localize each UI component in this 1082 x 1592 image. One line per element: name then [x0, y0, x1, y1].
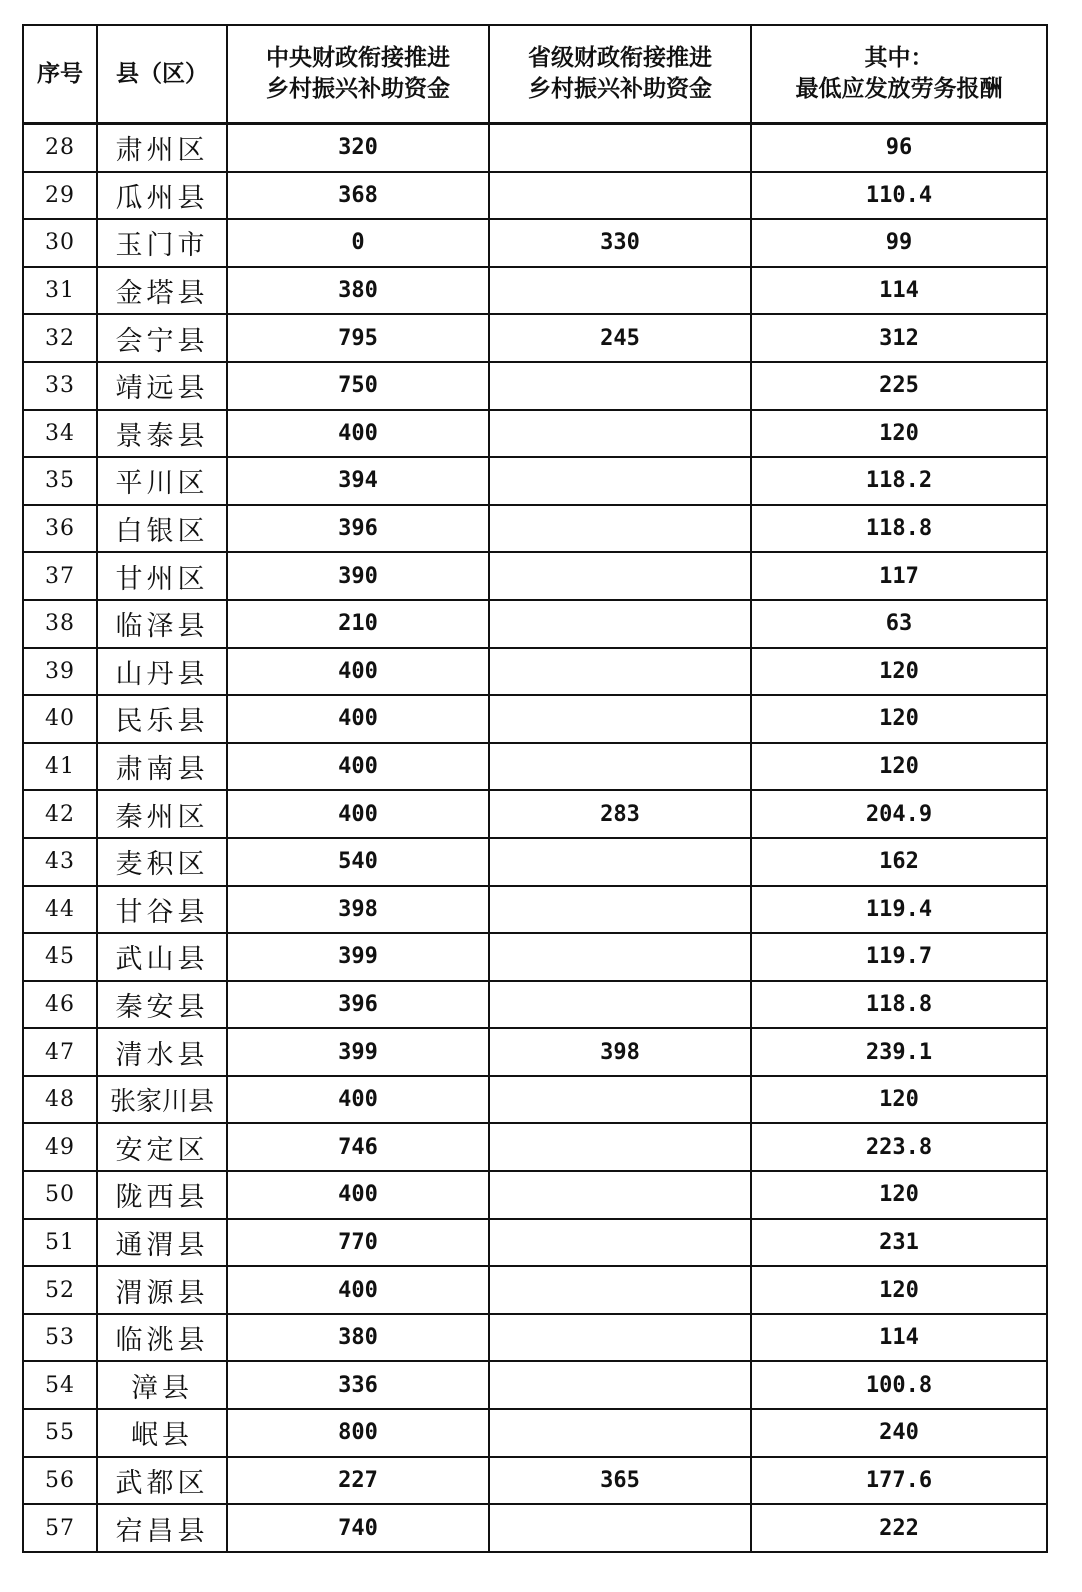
- cell-provincial-fund: [489, 124, 751, 172]
- header-no: [23, 25, 97, 124]
- cell-county: 通渭县: [97, 1219, 227, 1267]
- cell-labor-pay: 118.8: [751, 981, 1047, 1029]
- cell-county: 渭源县: [97, 1266, 227, 1314]
- cell-county: 玉门市: [97, 219, 227, 267]
- cell-central-fund: 400: [227, 410, 489, 458]
- cell-no: 45: [23, 933, 97, 981]
- header-labor-line2: 最低应发放劳务报酬: [795, 76, 1003, 102]
- table-row: [23, 1314, 1047, 1362]
- cell-central-fund: 540: [227, 838, 489, 886]
- cell-county: 会宁县: [97, 314, 227, 362]
- cell-no: 47: [23, 1028, 97, 1076]
- table-row: [23, 219, 1047, 267]
- cell-labor-pay: 204.9: [751, 790, 1047, 838]
- table-row: [23, 410, 1047, 458]
- cell-central-fund: 399: [227, 933, 489, 981]
- table-row: [23, 1076, 1047, 1124]
- cell-no: 37: [23, 552, 97, 600]
- header-provincial-line2: 乡村振兴补助资金: [528, 76, 712, 102]
- cell-no: 41: [23, 743, 97, 791]
- cell-central-fund: 227: [227, 1457, 489, 1505]
- table-row: [23, 1219, 1047, 1267]
- cell-provincial-fund: [489, 1504, 751, 1552]
- cell-labor-pay: 117: [751, 552, 1047, 600]
- cell-labor-pay: 231: [751, 1219, 1047, 1267]
- cell-no: 52: [23, 1266, 97, 1314]
- cell-labor-pay: 100.8: [751, 1361, 1047, 1409]
- header-labor-line1: 其中：: [864, 45, 934, 71]
- cell-county: 临泽县: [97, 600, 227, 648]
- cell-labor-pay: 223.8: [751, 1123, 1047, 1171]
- cell-county: 民乐县: [97, 695, 227, 743]
- header-central-line2: 乡村振兴补助资金: [266, 76, 450, 102]
- cell-provincial-fund: [489, 172, 751, 220]
- cell-county: 临洮县: [97, 1314, 227, 1362]
- cell-county: 肃南县: [97, 743, 227, 791]
- cell-labor-pay: 120: [751, 1076, 1047, 1124]
- cell-labor-pay: 120: [751, 1266, 1047, 1314]
- cell-provincial-fund: 245: [489, 314, 751, 362]
- cell-provincial-fund: [489, 933, 751, 981]
- cell-provincial-fund: [489, 695, 751, 743]
- table-row: [23, 600, 1047, 648]
- cell-provincial-fund: [489, 552, 751, 600]
- cell-no: 29: [23, 172, 97, 220]
- cell-county: 金塔县: [97, 267, 227, 315]
- table-row: [23, 886, 1047, 934]
- cell-no: 54: [23, 1361, 97, 1409]
- cell-no: 56: [23, 1457, 97, 1505]
- cell-county: 山丹县: [97, 648, 227, 696]
- cell-labor-pay: 162: [751, 838, 1047, 886]
- cell-central-fund: 400: [227, 695, 489, 743]
- cell-labor-pay: 63: [751, 600, 1047, 648]
- cell-county: 瓜州县: [97, 172, 227, 220]
- cell-provincial-fund: [489, 838, 751, 886]
- cell-labor-pay: 96: [751, 124, 1047, 172]
- table-row: [23, 552, 1047, 600]
- cell-labor-pay: 118.2: [751, 457, 1047, 505]
- table-row: [23, 790, 1047, 838]
- cell-central-fund: 0: [227, 219, 489, 267]
- cell-labor-pay: 118.8: [751, 505, 1047, 553]
- cell-no: 48: [23, 1076, 97, 1124]
- cell-no: 43: [23, 838, 97, 886]
- table-row: [23, 981, 1047, 1029]
- cell-no: 44: [23, 886, 97, 934]
- cell-provincial-fund: [489, 1219, 751, 1267]
- cell-labor-pay: 110.4: [751, 172, 1047, 220]
- cell-central-fund: 400: [227, 790, 489, 838]
- cell-provincial-fund: 283: [489, 790, 751, 838]
- table-row: [23, 1409, 1047, 1457]
- table-row: [23, 267, 1047, 315]
- cell-county: 甘谷县: [97, 886, 227, 934]
- header-labor-pay: [751, 25, 1047, 124]
- cell-no: 36: [23, 505, 97, 553]
- table-row: [23, 1123, 1047, 1171]
- cell-labor-pay: 114: [751, 267, 1047, 315]
- table-header: [23, 25, 1047, 124]
- cell-provincial-fund: [489, 1123, 751, 1171]
- cell-labor-pay: 222: [751, 1504, 1047, 1552]
- cell-central-fund: 394: [227, 457, 489, 505]
- table-row: [23, 1457, 1047, 1505]
- cell-provincial-fund: [489, 648, 751, 696]
- cell-county: 清水县: [97, 1028, 227, 1076]
- cell-county: 武都区: [97, 1457, 227, 1505]
- cell-no: 38: [23, 600, 97, 648]
- cell-no: 55: [23, 1409, 97, 1457]
- cell-county: 安定区: [97, 1123, 227, 1171]
- cell-no: 35: [23, 457, 97, 505]
- header-provincial-fund: [489, 25, 751, 124]
- cell-provincial-fund: [489, 505, 751, 553]
- cell-central-fund: 740: [227, 1504, 489, 1552]
- header-county: [97, 25, 227, 124]
- cell-labor-pay: 120: [751, 410, 1047, 458]
- cell-county: 张家川县: [97, 1076, 227, 1124]
- cell-county: 麦积区: [97, 838, 227, 886]
- cell-labor-pay: 239.1: [751, 1028, 1047, 1076]
- cell-county: 宕昌县: [97, 1504, 227, 1552]
- cell-central-fund: 795: [227, 314, 489, 362]
- cell-provincial-fund: [489, 1076, 751, 1124]
- cell-provincial-fund: [489, 362, 751, 410]
- header-provincial-line1: 省级财政衔接推进: [528, 45, 712, 71]
- cell-central-fund: 398: [227, 886, 489, 934]
- cell-central-fund: 396: [227, 505, 489, 553]
- cell-labor-pay: 120: [751, 743, 1047, 791]
- cell-central-fund: 400: [227, 1076, 489, 1124]
- cell-labor-pay: 240: [751, 1409, 1047, 1457]
- cell-central-fund: 368: [227, 172, 489, 220]
- cell-county: 武山县: [97, 933, 227, 981]
- table-row: [23, 1504, 1047, 1552]
- cell-central-fund: 380: [227, 267, 489, 315]
- table-row: [23, 172, 1047, 220]
- cell-central-fund: 770: [227, 1219, 489, 1267]
- header-county-label: 县（区）: [116, 60, 208, 87]
- cell-no: 42: [23, 790, 97, 838]
- cell-county: 甘州区: [97, 552, 227, 600]
- cell-no: 40: [23, 695, 97, 743]
- cell-county: 秦安县: [97, 981, 227, 1029]
- cell-central-fund: 399: [227, 1028, 489, 1076]
- cell-provincial-fund: 330: [489, 219, 751, 267]
- cell-labor-pay: 114: [751, 1314, 1047, 1362]
- cell-provincial-fund: [489, 267, 751, 315]
- cell-provincial-fund: [489, 1409, 751, 1457]
- cell-county: 景泰县: [97, 410, 227, 458]
- table-row: [23, 314, 1047, 362]
- cell-county: 平川区: [97, 457, 227, 505]
- cell-county: 陇西县: [97, 1171, 227, 1219]
- cell-provincial-fund: 365: [489, 1457, 751, 1505]
- cell-no: 51: [23, 1219, 97, 1267]
- cell-central-fund: 800: [227, 1409, 489, 1457]
- cell-provincial-fund: [489, 886, 751, 934]
- cell-provincial-fund: [489, 1266, 751, 1314]
- table-row: [23, 1266, 1047, 1314]
- cell-labor-pay: 225: [751, 362, 1047, 410]
- cell-provincial-fund: 398: [489, 1028, 751, 1076]
- cell-provincial-fund: [489, 1361, 751, 1409]
- table-row: [23, 933, 1047, 981]
- cell-no: 57: [23, 1504, 97, 1552]
- cell-no: 30: [23, 219, 97, 267]
- cell-county: 秦州区: [97, 790, 227, 838]
- cell-no: 32: [23, 314, 97, 362]
- table-row: [23, 1171, 1047, 1219]
- table-row: [23, 362, 1047, 410]
- table-row: [23, 743, 1047, 791]
- table-row: [23, 1361, 1047, 1409]
- cell-central-fund: 400: [227, 1171, 489, 1219]
- cell-central-fund: 210: [227, 600, 489, 648]
- cell-labor-pay: 119.4: [751, 886, 1047, 934]
- cell-central-fund: 396: [227, 981, 489, 1029]
- cell-no: 46: [23, 981, 97, 1029]
- cell-county: 白银区: [97, 505, 227, 553]
- table-row: [23, 648, 1047, 696]
- cell-labor-pay: 99: [751, 219, 1047, 267]
- cell-county: 岷县: [97, 1409, 227, 1457]
- table-body: [23, 124, 1047, 1552]
- header-central-line1: 中央财政衔接推进: [266, 45, 450, 71]
- cell-provincial-fund: [489, 743, 751, 791]
- cell-county: 漳县: [97, 1361, 227, 1409]
- cell-central-fund: 750: [227, 362, 489, 410]
- cell-labor-pay: 177.6: [751, 1457, 1047, 1505]
- subsidy-table: [22, 24, 1048, 1553]
- cell-central-fund: 400: [227, 648, 489, 696]
- header-row: [23, 25, 1047, 124]
- cell-central-fund: 336: [227, 1361, 489, 1409]
- cell-provincial-fund: [489, 1171, 751, 1219]
- cell-central-fund: 746: [227, 1123, 489, 1171]
- cell-labor-pay: 312: [751, 314, 1047, 362]
- table-row: [23, 505, 1047, 553]
- cell-central-fund: 400: [227, 743, 489, 791]
- header-central-fund: [227, 25, 489, 124]
- cell-no: 31: [23, 267, 97, 315]
- cell-county: 肃州区: [97, 124, 227, 172]
- cell-provincial-fund: [489, 410, 751, 458]
- cell-no: 39: [23, 648, 97, 696]
- cell-central-fund: 380: [227, 1314, 489, 1362]
- cell-labor-pay: 120: [751, 1171, 1047, 1219]
- header-no-label: 序号: [37, 60, 83, 87]
- cell-no: 28: [23, 124, 97, 172]
- table-row: [23, 1028, 1047, 1076]
- cell-provincial-fund: [489, 457, 751, 505]
- cell-no: 33: [23, 362, 97, 410]
- cell-provincial-fund: [489, 600, 751, 648]
- cell-labor-pay: 120: [751, 695, 1047, 743]
- table-row: [23, 838, 1047, 886]
- cell-labor-pay: 119.7: [751, 933, 1047, 981]
- table-row: [23, 457, 1047, 505]
- cell-central-fund: 320: [227, 124, 489, 172]
- cell-labor-pay: 120: [751, 648, 1047, 696]
- cell-no: 49: [23, 1123, 97, 1171]
- cell-no: 34: [23, 410, 97, 458]
- cell-county: 靖远县: [97, 362, 227, 410]
- cell-central-fund: 390: [227, 552, 489, 600]
- cell-no: 50: [23, 1171, 97, 1219]
- cell-central-fund: 400: [227, 1266, 489, 1314]
- cell-no: 53: [23, 1314, 97, 1362]
- cell-provincial-fund: [489, 981, 751, 1029]
- table-row: [23, 695, 1047, 743]
- cell-provincial-fund: [489, 1314, 751, 1362]
- table-row: [23, 124, 1047, 172]
